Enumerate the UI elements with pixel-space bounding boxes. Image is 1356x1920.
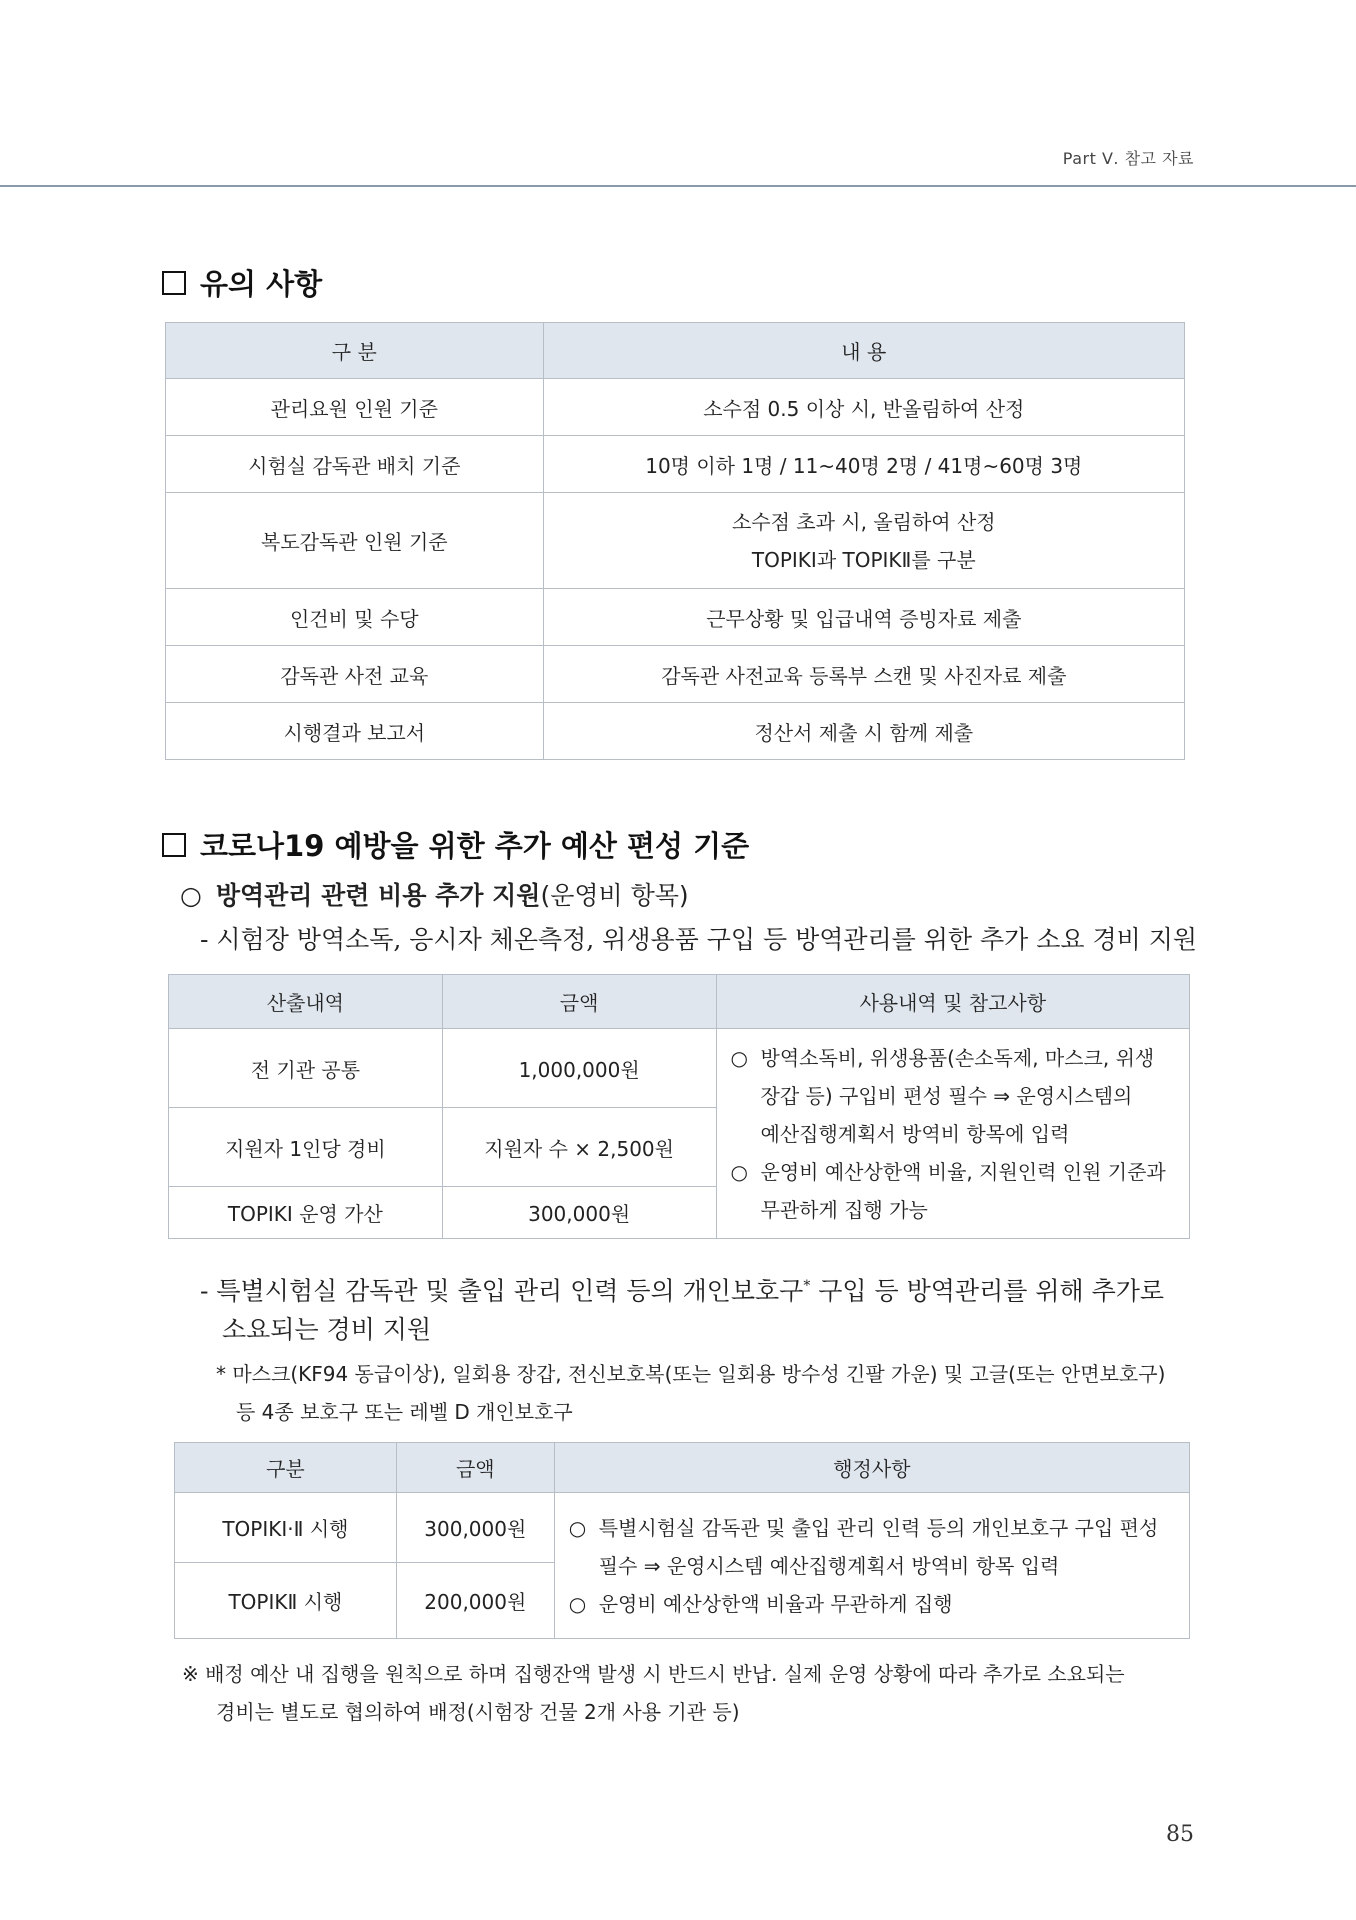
note-line: 장갑 등) 구입비 편성 필수 ⇒ 운영시스템의: [760, 1083, 1133, 1108]
circle-bullet-icon: ○: [180, 881, 202, 910]
column-header: 구분: [175, 1443, 397, 1493]
row-label: TOPIKⅡ 시행: [175, 1563, 397, 1639]
note-line: 방역소독비, 위생용품(손소독제, 마스크, 위생: [760, 1045, 1155, 1070]
table-header-row: [175, 1443, 1190, 1493]
protective-gear-table: [174, 1442, 1190, 1639]
row-label: 인건비 및 수당: [166, 589, 544, 646]
note-line: 필수 ⇒ 운영시스템 예산집행계획서 방역비 항목 입력: [598, 1553, 1060, 1578]
paragraph-line: - 시험장 방역소독, 응시자 체온측정, 위생용품 구입 등 방역관리를 위한 추가 소요 경비 지원: [200, 925, 1198, 954]
column-header: 사용내역 및 참고사항: [716, 975, 1189, 1029]
note-line: 무관하게 집행 가능: [760, 1197, 928, 1222]
column-header: 구 분: [166, 323, 544, 379]
section-title-notes: [162, 262, 322, 303]
row-label: 복도감독관 인원 기준: [166, 493, 544, 589]
circle-bullet-icon: ○: [568, 1515, 587, 1540]
row-content-line: TOPIKⅠ과 TOPIKⅡ를 구분: [751, 547, 976, 572]
row-amount: 300,000원: [442, 1187, 716, 1239]
row-label: TOPIKⅠ 운영 가산: [169, 1187, 443, 1239]
row-label: 시험실 감독관 배치 기준: [166, 436, 544, 493]
page-number: 85: [1166, 1822, 1194, 1847]
column-header: 행정사항: [554, 1443, 1189, 1493]
section-title-text: 유의 사항: [200, 267, 323, 301]
note-item: [569, 1509, 1175, 1585]
table-header-row: [169, 975, 1190, 1029]
row-content: 근무상황 및 입급내역 증빙자료 제출: [543, 589, 1184, 646]
row-label: 시행결과 보고서: [166, 703, 544, 760]
paragraph-text: - 특별시험실 감독관 및 출입 관리 인력 등의 개인보호구: [200, 1276, 804, 1306]
budget-note-line: ※ 배정 예산 내 집행을 원칙으로 하며 집행잔액 발생 시 반드시 반납. 실제 운영 상황에 따라 추가로 소요되는: [182, 1662, 1125, 1686]
circle-bullet-icon: ○: [568, 1591, 587, 1616]
row-amount: 지원자 수 × 2,500원: [442, 1108, 716, 1187]
footnote-line: 등 4종 보호구 또는 레벨 D 개인보호구: [236, 1400, 573, 1424]
table-row: [169, 1029, 1190, 1108]
table-row: [166, 646, 1185, 703]
note-line: 운영비 예산상한액 비율, 지원인력 인원 기준과: [760, 1159, 1166, 1184]
notes-table: [165, 322, 1185, 760]
note-item: [731, 1039, 1175, 1153]
row-content: [543, 493, 1184, 589]
column-header: 금액: [442, 975, 716, 1029]
table-row: [166, 379, 1185, 436]
table-row: [166, 703, 1185, 760]
table-row: [166, 436, 1185, 493]
row-content: 정산서 제출 시 함께 제출: [543, 703, 1184, 760]
row-label: 전 기관 공통: [169, 1029, 443, 1108]
section-title-covid-budget: [162, 824, 749, 865]
row-label: TOPIKⅠ·Ⅱ 시행: [175, 1493, 397, 1563]
table-header-row: [166, 323, 1185, 379]
row-content: 감독관 사전교육 등록부 스캔 및 사진자료 제출: [543, 646, 1184, 703]
section-title-text: 코로나19 예방을 위한 추가 예산 편성 기준: [200, 829, 750, 863]
circle-bullet-icon: ○: [730, 1159, 748, 1184]
admin-notes: [554, 1493, 1189, 1639]
header-rule: [0, 185, 1356, 187]
column-header: 금액: [396, 1443, 554, 1493]
row-content: 소수점 0.5 이상 시, 반올림하여 산정: [543, 379, 1184, 436]
row-label: 지원자 1인당 경비: [169, 1108, 443, 1187]
covid-cost-table: [168, 974, 1190, 1239]
column-header: 산출내역: [169, 975, 443, 1029]
checkbox-square-icon: [162, 833, 186, 857]
usage-notes: [716, 1029, 1189, 1239]
row-amount: 300,000원: [396, 1493, 554, 1563]
paragraph-text: 구입 등 방역관리를 위해 추가로: [810, 1276, 1165, 1306]
checkbox-square-icon: [162, 271, 186, 295]
circle-bullet-icon: ○: [730, 1045, 748, 1070]
table-row: [166, 589, 1185, 646]
sub-heading-note: (운영비 항목): [540, 881, 689, 910]
sub-heading-bold: 방역관리 관련 비용 추가 지원: [215, 881, 541, 910]
row-content: 10명 이하 1명 / 11~40명 2명 / 41명~60명 3명: [543, 436, 1184, 493]
note-item: [569, 1585, 1175, 1623]
note-item: [731, 1153, 1175, 1229]
note-line: 특별시험실 감독관 및 출입 관리 인력 등의 개인보호구 구입 편성: [598, 1515, 1159, 1540]
column-header: 내 용: [543, 323, 1184, 379]
running-header: Part Ⅴ. 참고 자료: [1062, 149, 1194, 168]
table-row: [175, 1493, 1190, 1563]
row-amount: 1,000,000원: [442, 1029, 716, 1108]
table-row: [166, 493, 1185, 589]
sub-heading: [180, 876, 689, 912]
row-label: 관리요원 인원 기준: [166, 379, 544, 436]
note-line: 예산집행계획서 방역비 항목에 입력: [760, 1121, 1070, 1146]
budget-note-line: 경비는 별도로 협의하여 배정(시험장 건물 2개 사용 기관 등): [216, 1700, 740, 1724]
note-line: 운영비 예산상한액 비율과 무관하게 집행: [598, 1591, 953, 1616]
paragraph-line: [200, 1264, 1200, 1313]
row-label: 감독관 사전 교육: [166, 646, 544, 703]
row-amount: 200,000원: [396, 1563, 554, 1639]
paragraph-line: 소요되는 경비 지원: [222, 1315, 432, 1344]
footnote-line: * 마스크(KF94 동급이상), 일회용 장갑, 전신보호복(또는 일회용 방수성 긴팔 가운) 및 고글(또는 안면보호구): [216, 1362, 1166, 1386]
row-content-line: 소수점 초과 시, 올림하여 산정: [731, 509, 996, 534]
footnote-marker: *: [803, 1278, 811, 1294]
